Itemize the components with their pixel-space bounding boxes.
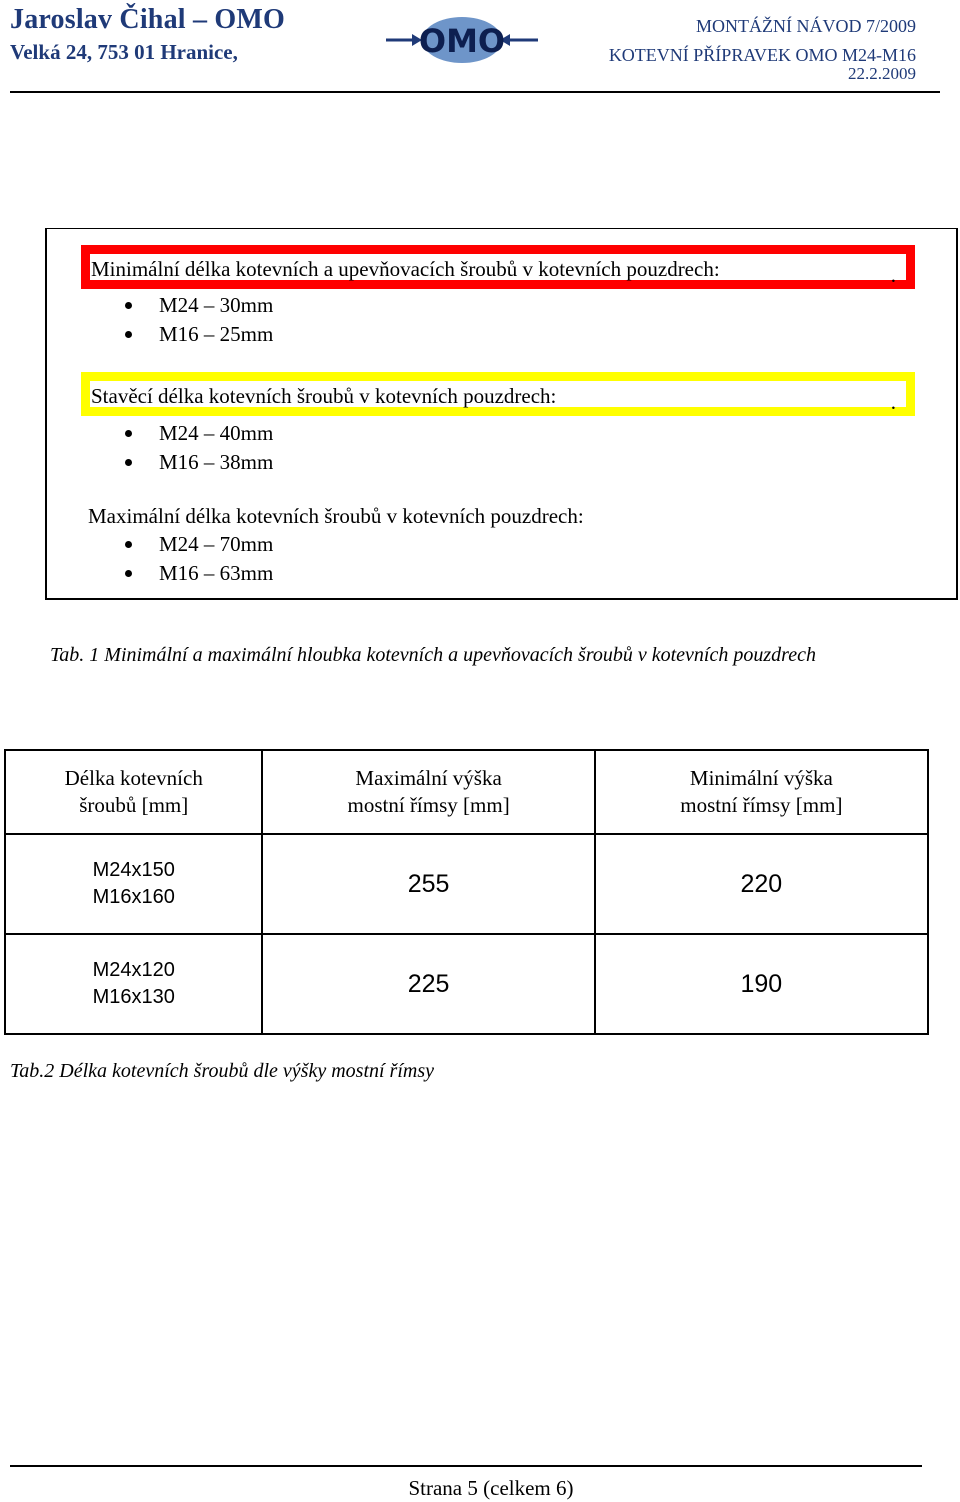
- logo-text: OMO: [418, 22, 506, 60]
- table1-caption: Tab. 1 Minimální a maximální hloubka kotevních a upevňovacích šroubů v kotevních pouzdrech: [50, 644, 816, 666]
- header-min-height: Minimální výška mostní římsy [mm]: [595, 750, 928, 834]
- table2-caption: Tab.2 Délka kotevních šroubů dle výšky mostní římsy: [10, 1060, 434, 1082]
- doc-title: MONTÁŽNÍ NÁVOD 7/2009: [696, 16, 916, 36]
- list-item: M24 – 70mm: [125, 530, 273, 559]
- table-row: [5, 834, 928, 934]
- omo-logo: [382, 10, 542, 72]
- min-length-heading-highlight: [81, 245, 915, 289]
- bolt-length-box: [45, 228, 958, 600]
- max-length-list: [125, 530, 273, 588]
- max-length-heading: Maximální délka kotevních šroubů v kotevních pouzdrech:: [88, 504, 584, 528]
- build-length-list: [125, 419, 273, 477]
- header-bolt-length: Délka kotevních šroubů [mm]: [5, 750, 262, 834]
- list-item: M16 – 63mm: [125, 559, 273, 588]
- min-height-cell: 190: [595, 934, 928, 1034]
- company-address: Velká 24, 753 01 Hranice,: [10, 40, 238, 64]
- table-header-row: [5, 750, 928, 834]
- list-item: M24 – 30mm: [125, 291, 273, 320]
- footer-divider: [10, 1465, 922, 1467]
- doc-title-block: [609, 12, 916, 70]
- min-height-cell: 220: [595, 834, 928, 934]
- build-length-heading: Stavěcí délka kotevních šroubů v kotevních pouzdrech:: [91, 384, 557, 408]
- max-height-cell: 255: [262, 834, 594, 934]
- bolt-cell: M24x120 M16x130: [5, 934, 262, 1034]
- build-length-dot: .: [890, 390, 896, 414]
- min-length-heading: Minimální délka kotevních a upevňovacích šroubů v kotevních pouzdrech:: [91, 257, 720, 281]
- bolt-cell: M24x150 M16x160: [5, 834, 262, 934]
- max-height-cell: 225: [262, 934, 594, 1034]
- list-item: M16 – 38mm: [125, 448, 273, 477]
- table-row: [5, 934, 928, 1034]
- doc-subtitle: KOTEVNÍ PŘÍPRAVEK OMO M24-M16: [608, 45, 916, 65]
- build-length-heading-highlight: [81, 372, 915, 416]
- bolt-height-table: [4, 749, 929, 1035]
- list-item: M24 – 40mm: [125, 419, 273, 448]
- header-max-height: Maximální výška mostní římsy [mm]: [262, 750, 594, 834]
- page-number: Strana 5 (celkem 6): [408, 1476, 574, 1500]
- list-item: M16 – 25mm: [125, 320, 273, 349]
- company-name: Jaroslav Čihal – OMO: [10, 4, 285, 35]
- min-length-dot: .: [890, 263, 896, 287]
- doc-date: 22.2.2009: [848, 64, 916, 83]
- header-divider: [10, 91, 940, 93]
- min-length-list: [125, 291, 273, 349]
